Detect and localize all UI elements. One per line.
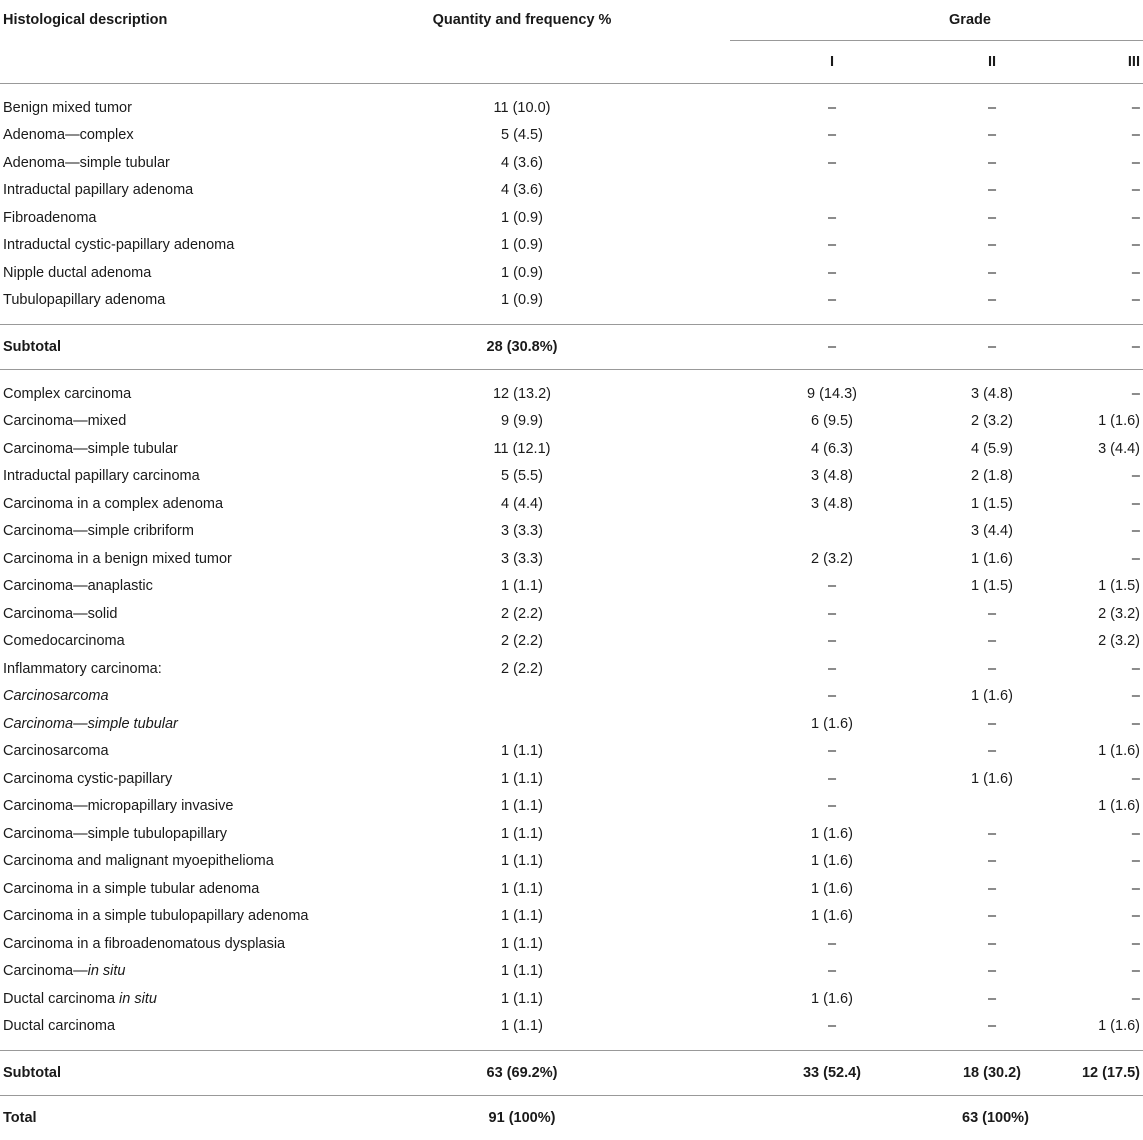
cell-grade-ii: 1 (1.6) [872, 683, 1022, 711]
cell-grade-iii: 1 (1.6) [1022, 738, 1143, 766]
cell-quantity: 1 (0.9) [372, 204, 672, 232]
description-text: Carcinoma in a simple tubular adenoma [3, 881, 259, 897]
cell-grade-i: – [672, 573, 872, 601]
description-italic-text: Carcinoma—simple tubular [3, 716, 178, 732]
cell-grade-iii: – [1022, 177, 1143, 205]
cell-grade-ii: 1 (1.6) [872, 545, 1022, 573]
cell-grade-ii: – [872, 1013, 1022, 1051]
cell-quantity: 4 (4.4) [372, 490, 672, 518]
cell-grade-ii: 3 (4.4) [872, 518, 1022, 546]
cell-description [0, 149, 372, 177]
cell-grade-iii: – [1022, 903, 1143, 931]
description-italic-tail: in situ [119, 991, 157, 1007]
cell-description [0, 1013, 372, 1051]
cell-quantity: 1 (1.1) [372, 820, 672, 848]
cell-grade-ii: – [872, 122, 1022, 150]
cell-description [0, 518, 372, 546]
cell-grade-ii: – [872, 204, 1022, 232]
cell-quantity [372, 710, 672, 738]
total-quantity: 91 (100%) [372, 1096, 672, 1140]
cell-grade-ii: 1 (1.5) [872, 573, 1022, 601]
description-text: Carcinoma cystic-papillary [3, 771, 172, 787]
description-text: Carcinoma in a benign mixed tumor [3, 551, 232, 567]
description-text: Adenoma—complex [3, 127, 134, 143]
cell-grade-ii: 4 (5.9) [872, 435, 1022, 463]
header-quantity-frequency: Quantity and frequency % [372, 0, 672, 41]
cell-quantity: 1 (1.1) [372, 930, 672, 958]
cell-grade-ii: – [872, 738, 1022, 766]
cell-description [0, 738, 372, 766]
cell-description [0, 848, 372, 876]
description-text: Carcinoma—simple tubulopapillary [3, 826, 227, 842]
cell-grade-i [672, 518, 872, 546]
cell-grade-ii: – [872, 820, 1022, 848]
cell-description [0, 820, 372, 848]
table-row [0, 958, 1143, 986]
cell-description [0, 122, 372, 150]
cell-grade-i: – [672, 683, 872, 711]
cell-grade-iii: 1 (1.6) [1022, 408, 1143, 436]
cell-grade-iii: – [1022, 930, 1143, 958]
cell-grade-iii: – [1022, 287, 1143, 325]
header-histological-description: Histological description [0, 0, 372, 41]
description-text: Fibroadenoma [3, 210, 97, 226]
cell-grade-iii: – [1022, 259, 1143, 287]
cell-description [0, 204, 372, 232]
cell-grade-i: 9 (14.3) [672, 370, 872, 408]
cell-grade-i: – [672, 204, 872, 232]
cell-description [0, 875, 372, 903]
table-row [0, 655, 1143, 683]
benign-section [0, 84, 1143, 325]
table-row [0, 232, 1143, 260]
table-row [0, 875, 1143, 903]
cell-grade-ii: – [872, 287, 1022, 325]
cell-grade-i: – [672, 958, 872, 986]
description-text: Carcinoma—anaplastic [3, 578, 153, 594]
cell-quantity: 1 (1.1) [372, 848, 672, 876]
cell-grade-iii: – [1022, 655, 1143, 683]
cell-grade-i: – [672, 1013, 872, 1051]
description-italic-text: Carcinosarcoma [3, 688, 109, 704]
cell-grade-i: 1 (1.6) [672, 875, 872, 903]
cell-grade-i: – [672, 122, 872, 150]
cell-quantity: 9 (9.9) [372, 408, 672, 436]
cell-grade-iii: – [1022, 848, 1143, 876]
cell-quantity: 4 (3.6) [372, 177, 672, 205]
description-text: Carcinoma—micropapillary invasive [3, 798, 233, 814]
cell-description [0, 259, 372, 287]
description-text: Carcinosarcoma [3, 743, 109, 759]
description-text: Carcinoma—simple tubular [3, 441, 178, 457]
description-text: Carcinoma and malignant myoepithelioma [3, 853, 274, 869]
cell-grade-ii: 2 (3.2) [872, 408, 1022, 436]
table-row [0, 463, 1143, 491]
total-row [0, 1096, 1143, 1140]
table-row [0, 628, 1143, 656]
cell-grade-i: – [672, 738, 872, 766]
cell-quantity: 1 (1.1) [372, 958, 672, 986]
total-grade-ii: 63 (100%) [872, 1096, 1022, 1140]
description-text: Tubulopapillary adenoma [3, 292, 165, 308]
table-row [0, 930, 1143, 958]
cell-grade-i [672, 177, 872, 205]
table-row [0, 435, 1143, 463]
description-text: Nipple ductal adenoma [3, 265, 151, 281]
table-row [0, 177, 1143, 205]
cell-grade-ii: – [872, 710, 1022, 738]
header-grade-i: I [672, 41, 872, 84]
cell-grade-ii: – [872, 232, 1022, 260]
subtotal-grade-ii: – [872, 325, 1022, 370]
cell-quantity: 1 (1.1) [372, 875, 672, 903]
description-text: Complex carcinoma [3, 386, 131, 402]
header-grade: Grade [672, 0, 1143, 41]
cell-grade-i: – [672, 930, 872, 958]
description-text: Carcinoma—solid [3, 606, 117, 622]
benign-subtotal-row [0, 325, 1143, 370]
cell-quantity: 5 (4.5) [372, 122, 672, 150]
cell-grade-ii: – [872, 655, 1022, 683]
cell-grade-ii: 3 (4.8) [872, 370, 1022, 408]
cell-grade-iii: – [1022, 875, 1143, 903]
cell-grade-iii: – [1022, 463, 1143, 491]
cell-grade-ii: 2 (1.8) [872, 463, 1022, 491]
cell-grade-iii: – [1022, 204, 1143, 232]
subtotal-grade-iii: 12 (17.5) [1022, 1051, 1143, 1096]
cell-grade-ii [872, 793, 1022, 821]
description-text: Inflammatory carcinoma: [3, 661, 162, 677]
cell-grade-i: – [672, 232, 872, 260]
cell-grade-iii: – [1022, 683, 1143, 711]
cell-grade-i: 2 (3.2) [672, 545, 872, 573]
cell-quantity: 1 (1.1) [372, 573, 672, 601]
cell-quantity: 11 (10.0) [372, 84, 672, 122]
cell-grade-i: – [672, 655, 872, 683]
cell-description [0, 408, 372, 436]
cell-grade-i: 1 (1.6) [672, 848, 872, 876]
cell-description [0, 600, 372, 628]
cell-quantity [372, 683, 672, 711]
cell-quantity: 1 (0.9) [372, 287, 672, 325]
table-row [0, 370, 1143, 408]
table-row [0, 985, 1143, 1013]
total-label: Total [0, 1096, 372, 1140]
cell-grade-ii: – [872, 930, 1022, 958]
table-row [0, 84, 1143, 122]
description-text: Carcinoma—mixed [3, 413, 126, 429]
cell-description [0, 985, 372, 1013]
header-grade-ii: II [872, 41, 1022, 84]
malignant-section [0, 370, 1143, 1051]
cell-grade-iii: – [1022, 958, 1143, 986]
cell-quantity: 1 (1.1) [372, 1013, 672, 1051]
cell-quantity: 1 (1.1) [372, 765, 672, 793]
description-italic-tail: in situ [88, 963, 126, 979]
cell-grade-iii: – [1022, 710, 1143, 738]
table-row [0, 903, 1143, 931]
cell-grade-i: 6 (9.5) [672, 408, 872, 436]
cell-description [0, 683, 372, 711]
table-row [0, 490, 1143, 518]
table-row [0, 738, 1143, 766]
table-row [0, 1013, 1143, 1051]
cell-grade-i: – [672, 287, 872, 325]
cell-grade-i: – [672, 149, 872, 177]
cell-quantity: 3 (3.3) [372, 518, 672, 546]
cell-quantity: 2 (2.2) [372, 655, 672, 683]
cell-grade-i: – [672, 84, 872, 122]
total-grade-i [672, 1096, 872, 1140]
cell-grade-i: 4 (6.3) [672, 435, 872, 463]
cell-quantity: 1 (1.1) [372, 903, 672, 931]
header-spacer [372, 41, 672, 84]
cell-description [0, 84, 372, 122]
cell-quantity: 1 (1.1) [372, 793, 672, 821]
cell-description [0, 765, 372, 793]
table-row [0, 259, 1143, 287]
table-row [0, 518, 1143, 546]
cell-grade-ii: – [872, 903, 1022, 931]
cell-grade-iii: 1 (1.6) [1022, 793, 1143, 821]
table-row [0, 204, 1143, 232]
description-text: Benign mixed tumor [3, 100, 132, 116]
cell-grade-ii: – [872, 84, 1022, 122]
description-text: Carcinoma—simple cribriform [3, 523, 194, 539]
cell-quantity: 3 (3.3) [372, 545, 672, 573]
cell-quantity: 2 (2.2) [372, 628, 672, 656]
malignant-subtotal-row [0, 1051, 1143, 1096]
cell-description [0, 232, 372, 260]
cell-grade-iii: – [1022, 370, 1143, 408]
cell-description [0, 710, 372, 738]
cell-description [0, 463, 372, 491]
cell-quantity: 1 (1.1) [372, 985, 672, 1013]
header-grade-iii: III [1022, 41, 1143, 84]
cell-grade-i: 1 (1.6) [672, 710, 872, 738]
table-row [0, 122, 1143, 150]
cell-grade-ii: – [872, 875, 1022, 903]
cell-grade-iii: 2 (3.2) [1022, 628, 1143, 656]
cell-grade-ii: – [872, 958, 1022, 986]
cell-description [0, 958, 372, 986]
cell-grade-i: – [672, 628, 872, 656]
cell-description [0, 490, 372, 518]
cell-grade-i: – [672, 259, 872, 287]
subtotal-grade-iii: – [1022, 325, 1143, 370]
cell-grade-iii: – [1022, 149, 1143, 177]
cell-grade-ii: – [872, 985, 1022, 1013]
cell-grade-iii: – [1022, 765, 1143, 793]
table-row [0, 287, 1143, 325]
cell-description [0, 435, 372, 463]
cell-grade-ii: – [872, 149, 1022, 177]
cell-description [0, 287, 372, 325]
cell-description [0, 370, 372, 408]
cell-grade-iii: 3 (4.4) [1022, 435, 1143, 463]
table-row [0, 683, 1143, 711]
cell-grade-i: 3 (4.8) [672, 490, 872, 518]
description-text: Carcinoma— [3, 963, 88, 979]
cell-grade-iii: – [1022, 84, 1143, 122]
cell-grade-ii: 1 (1.5) [872, 490, 1022, 518]
cell-description [0, 628, 372, 656]
cell-quantity: 1 (1.1) [372, 738, 672, 766]
cell-grade-iii: – [1022, 820, 1143, 848]
cell-quantity: 12 (13.2) [372, 370, 672, 408]
table-row [0, 545, 1143, 573]
description-text: Intraductal papillary adenoma [3, 182, 193, 198]
cell-grade-iii: – [1022, 518, 1143, 546]
description-text: Intraductal cystic-papillary adenoma [3, 237, 234, 253]
cell-grade-ii: – [872, 259, 1022, 287]
cell-description [0, 903, 372, 931]
header-spacer [0, 41, 372, 84]
cell-grade-i: – [672, 765, 872, 793]
cell-description [0, 930, 372, 958]
cell-grade-iii: – [1022, 232, 1143, 260]
cell-grade-i: 3 (4.8) [672, 463, 872, 491]
description-text: Adenoma—simple tubular [3, 155, 170, 171]
cell-description [0, 793, 372, 821]
cell-grade-iii: 2 (3.2) [1022, 600, 1143, 628]
description-text: Ductal carcinoma [3, 991, 119, 1007]
description-text: Intraductal papillary carcinoma [3, 468, 200, 484]
table-row [0, 600, 1143, 628]
cell-grade-i: – [672, 600, 872, 628]
cell-description [0, 177, 372, 205]
cell-grade-iii: – [1022, 545, 1143, 573]
cell-grade-iii: 1 (1.6) [1022, 1013, 1143, 1051]
cell-grade-iii: – [1022, 490, 1143, 518]
total-grade-iii [1022, 1096, 1143, 1140]
cell-grade-i: 1 (1.6) [672, 903, 872, 931]
cell-grade-ii: – [872, 628, 1022, 656]
subtotal-label: Subtotal [0, 1051, 372, 1096]
description-text: Carcinoma in a simple tubulopapillary adenoma [3, 908, 308, 924]
cell-quantity: 1 (0.9) [372, 232, 672, 260]
cell-grade-ii: – [872, 177, 1022, 205]
cell-grade-ii: – [872, 848, 1022, 876]
subtotal-grade-ii: 18 (30.2) [872, 1051, 1022, 1096]
subtotal-grade-i: – [672, 325, 872, 370]
subtotal-quantity: 28 (30.8%) [372, 325, 672, 370]
cell-grade-i: – [672, 793, 872, 821]
cell-grade-i: 1 (1.6) [672, 820, 872, 848]
cell-grade-i: 1 (1.6) [672, 985, 872, 1013]
table-row [0, 848, 1143, 876]
cell-grade-iii: – [1022, 985, 1143, 1013]
description-text: Carcinoma in a fibroadenomatous dysplasia [3, 936, 285, 952]
cell-quantity: 11 (12.1) [372, 435, 672, 463]
cell-grade-iii: – [1022, 122, 1143, 150]
description-text: Comedocarcinoma [3, 633, 125, 649]
cell-description [0, 573, 372, 601]
table-row [0, 765, 1143, 793]
cell-quantity: 5 (5.5) [372, 463, 672, 491]
description-text: Ductal carcinoma [3, 1018, 115, 1034]
subtotal-quantity: 63 (69.2%) [372, 1051, 672, 1096]
table-row [0, 149, 1143, 177]
cell-grade-ii: – [872, 600, 1022, 628]
cell-quantity: 1 (0.9) [372, 259, 672, 287]
cell-grade-iii: 1 (1.5) [1022, 573, 1143, 601]
cell-description [0, 655, 372, 683]
cell-description [0, 545, 372, 573]
description-text: Carcinoma in a complex adenoma [3, 496, 223, 512]
table-row [0, 793, 1143, 821]
subtotal-grade-i: 33 (52.4) [672, 1051, 872, 1096]
table-row [0, 573, 1143, 601]
table-row [0, 408, 1143, 436]
cell-grade-ii: 1 (1.6) [872, 765, 1022, 793]
subtotal-label: Subtotal [0, 325, 372, 370]
table-row [0, 710, 1143, 738]
cell-quantity: 2 (2.2) [372, 600, 672, 628]
cell-quantity: 4 (3.6) [372, 149, 672, 177]
table-row [0, 820, 1143, 848]
